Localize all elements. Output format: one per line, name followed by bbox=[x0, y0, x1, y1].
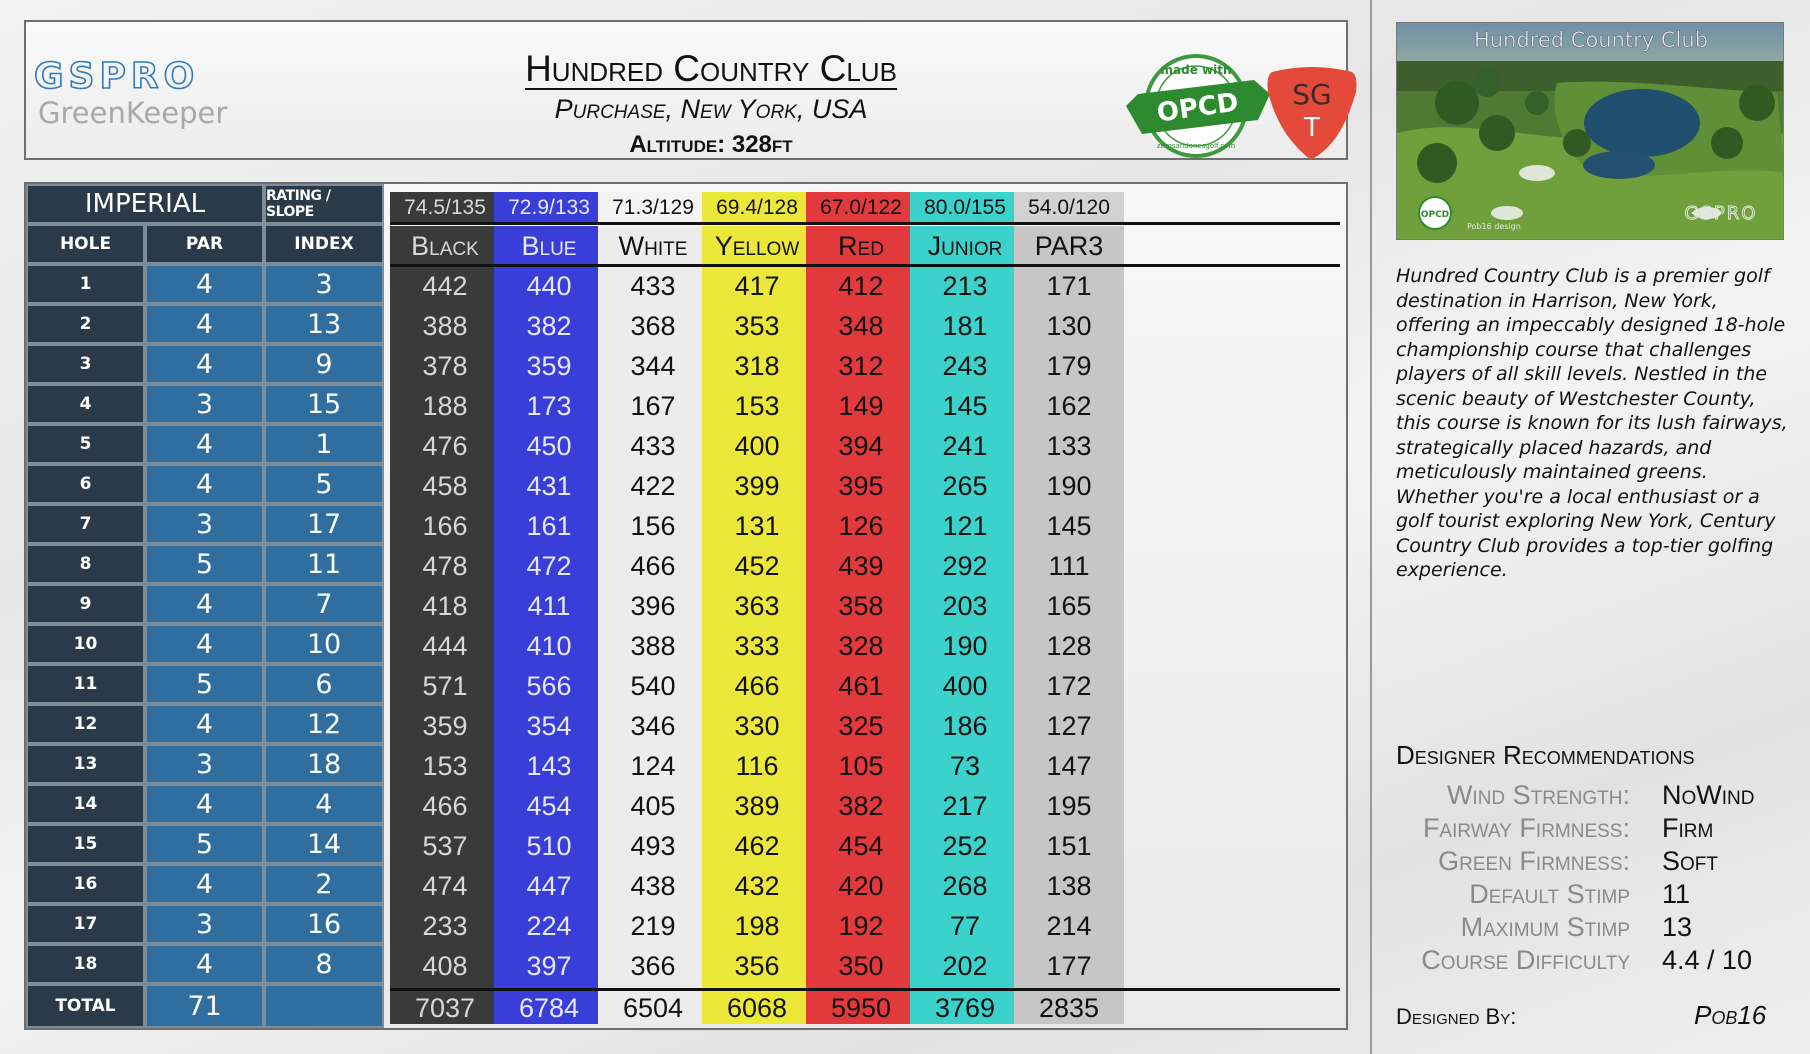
recommendation-row bbox=[1396, 879, 1796, 912]
tee-column-par3 bbox=[1014, 192, 1124, 1024]
hole-yardage: 444 bbox=[422, 630, 468, 661]
hole-yardage: 133 bbox=[1046, 430, 1092, 461]
hole-yardage: 432 bbox=[734, 870, 780, 901]
hole-index: 8 bbox=[264, 944, 384, 984]
hole-yardage: 354 bbox=[526, 710, 572, 741]
hole-index: 11 bbox=[264, 544, 384, 584]
hole-yardage: 388 bbox=[422, 310, 468, 341]
hole-yardage: 359 bbox=[526, 350, 572, 381]
total-top-rule bbox=[390, 988, 1340, 991]
hole-yardage: 147 bbox=[1046, 750, 1092, 781]
hole-number: 6 bbox=[26, 464, 145, 504]
hole-yardage: 382 bbox=[526, 310, 572, 341]
hole-index: 6 bbox=[264, 664, 384, 704]
hole-yardage: 265 bbox=[942, 470, 988, 501]
designed-by-label: Designed By: bbox=[1396, 1004, 1517, 1029]
tee-rating-slope: 74.5/135 bbox=[390, 192, 500, 224]
tee-yardage-strip bbox=[494, 226, 604, 1024]
recommendation-label: Maximum Stimp bbox=[1460, 912, 1630, 942]
sgt-badge-top-text: SG bbox=[1292, 78, 1332, 111]
tee-name: Yellow bbox=[714, 230, 800, 261]
tee-total-yardage: 7037 bbox=[414, 992, 476, 1023]
course-aerial-image bbox=[1397, 23, 1784, 240]
tee-total-yardage: 2835 bbox=[1038, 992, 1100, 1023]
hole-yardage: 458 bbox=[422, 470, 468, 501]
hole-yardage: 447 bbox=[526, 870, 572, 901]
hole-number: 18 bbox=[26, 944, 145, 984]
hole-yardage: 143 bbox=[526, 750, 572, 781]
hole-yardage: 198 bbox=[734, 910, 780, 941]
hole-yardage: 111 bbox=[1048, 550, 1090, 581]
tee-yardage-strip bbox=[598, 226, 708, 1024]
hole-par: 5 bbox=[145, 544, 264, 584]
hole-yardage: 190 bbox=[942, 630, 988, 661]
tee-yardage-strip bbox=[390, 226, 500, 1024]
tee-total-yardage: 6504 bbox=[622, 992, 684, 1023]
hole-yardage: 366 bbox=[630, 950, 676, 981]
opcd-badge-main-text: OPCD bbox=[1155, 87, 1241, 129]
sgt-badge-bottom-text: T bbox=[1304, 113, 1320, 143]
hole-par: 5 bbox=[145, 824, 264, 864]
hole-index: 18 bbox=[264, 744, 384, 784]
hole-yardage: 358 bbox=[838, 590, 884, 621]
recommendation-value: 4.4 / 10 bbox=[1662, 945, 1753, 975]
recommendation-value: NoWind bbox=[1662, 780, 1755, 810]
tee-total-yardage: 6068 bbox=[726, 992, 788, 1023]
hole-yardage: 167 bbox=[630, 390, 676, 421]
hole-index: 5 bbox=[264, 464, 384, 504]
tee-yardage-strip bbox=[910, 226, 1020, 1024]
opcd-badge-top-text: made with bbox=[1160, 63, 1232, 77]
hole-yardage: 353 bbox=[734, 310, 780, 341]
hole-yardage: 177 bbox=[1046, 950, 1092, 981]
hole-yardage: 476 bbox=[422, 430, 468, 461]
hole-yardage: 188 bbox=[422, 390, 468, 421]
hole-index: 2 bbox=[264, 864, 384, 904]
tee-column-blue bbox=[494, 192, 604, 1024]
hole-index: 12 bbox=[264, 704, 384, 744]
hole-par: 4 bbox=[145, 424, 264, 464]
hole-yardage: 382 bbox=[838, 790, 884, 821]
hole-par: 4 bbox=[145, 464, 264, 504]
hole-yardage: 389 bbox=[734, 790, 780, 821]
hole-number: 1 bbox=[26, 264, 145, 304]
hole-yardage: 217 bbox=[942, 790, 988, 821]
hole-yardage: 412 bbox=[838, 270, 884, 301]
hole-yardage: 400 bbox=[942, 670, 988, 701]
hole-yardage: 422 bbox=[630, 470, 676, 501]
total-label: TOTAL bbox=[26, 984, 145, 1028]
hole-yardage: 241 bbox=[942, 430, 988, 461]
designer-recommendations-title: Designer Recommendations bbox=[1396, 740, 1695, 770]
course-heading bbox=[406, 50, 1016, 159]
tee-column-yellow bbox=[702, 192, 812, 1024]
hole-par: 5 bbox=[145, 664, 264, 704]
hole-yardage: 165 bbox=[1046, 590, 1092, 621]
hole-number: 16 bbox=[26, 864, 145, 904]
hole-yardage: 162 bbox=[1046, 390, 1092, 421]
hole-yardage: 268 bbox=[942, 870, 988, 901]
hole-yardage: 312 bbox=[838, 350, 884, 381]
hole-yardage: 252 bbox=[942, 830, 988, 861]
hole-yardage: 408 bbox=[422, 950, 468, 981]
hole-number: 12 bbox=[26, 704, 145, 744]
hole-yardage: 378 bbox=[422, 350, 468, 381]
index-header: INDEX bbox=[264, 224, 384, 264]
hole-yardage: 478 bbox=[422, 550, 468, 581]
hole-yardage: 461 bbox=[838, 670, 884, 701]
hole-number: 4 bbox=[26, 384, 145, 424]
photo-badge-text: OPCD bbox=[1420, 210, 1450, 220]
hole-yardage: 344 bbox=[630, 350, 676, 381]
hole-index: 17 bbox=[264, 504, 384, 544]
rating-slope-label: RATING / SLOPE bbox=[264, 184, 384, 224]
hole-yardage: 433 bbox=[630, 270, 676, 301]
hole-yardage: 192 bbox=[838, 910, 884, 941]
hole-yardage: 399 bbox=[734, 470, 780, 501]
hole-number: 11 bbox=[26, 664, 145, 704]
hole-number: 7 bbox=[26, 504, 145, 544]
total-par: 71 bbox=[145, 984, 264, 1028]
hole-yardage: 124 bbox=[630, 750, 676, 781]
hole-yardage: 186 bbox=[942, 710, 988, 741]
hole-yardage: 452 bbox=[734, 550, 780, 581]
hole-yardage: 396 bbox=[630, 590, 676, 621]
hole-yardage: 359 bbox=[422, 710, 468, 741]
hole-par: 4 bbox=[145, 304, 264, 344]
tee-total-yardage: 6784 bbox=[518, 992, 580, 1023]
recommendation-value: 11 bbox=[1662, 879, 1691, 909]
tee-column-red bbox=[806, 192, 916, 1024]
par-header: PAR bbox=[145, 224, 264, 264]
hole-par: 3 bbox=[145, 504, 264, 544]
hole-par: 3 bbox=[145, 384, 264, 424]
hole-yardage: 318 bbox=[734, 350, 780, 381]
hole-par: 4 bbox=[145, 704, 264, 744]
hole-yardage: 442 bbox=[422, 270, 468, 301]
hole-yardage: 138 bbox=[1046, 870, 1092, 901]
hole-yardage: 153 bbox=[422, 750, 468, 781]
hole-yardage: 466 bbox=[734, 670, 780, 701]
hole-yardage: 330 bbox=[734, 710, 780, 741]
hole-yardage: 219 bbox=[630, 910, 676, 941]
total-index bbox=[264, 984, 384, 1028]
course-altitude: Altitude: 328ft bbox=[629, 131, 793, 158]
gspro-logo-text: GSPRO bbox=[34, 56, 200, 97]
hole-yardage: 397 bbox=[526, 950, 572, 981]
hole-yardage: 181 bbox=[942, 310, 988, 341]
recommendation-label: Default Stimp bbox=[1469, 879, 1630, 909]
hole-yardage: 418 bbox=[422, 590, 468, 621]
hole-yardage: 466 bbox=[630, 550, 676, 581]
hole-yardage: 439 bbox=[838, 550, 884, 581]
hole-yardage: 214 bbox=[1046, 910, 1092, 941]
recommendation-label: Green Firmness: bbox=[1438, 846, 1630, 876]
hole-yardage: 472 bbox=[526, 550, 572, 581]
hole-yardage: 540 bbox=[630, 670, 676, 701]
hole-yardage: 213 bbox=[942, 270, 988, 301]
hole-index: 14 bbox=[264, 824, 384, 864]
hole-par: 3 bbox=[145, 744, 264, 784]
hole-yardage: 121 bbox=[942, 510, 988, 541]
header-top-rule bbox=[390, 222, 1340, 225]
hole-number: 10 bbox=[26, 624, 145, 664]
hole-par: 4 bbox=[145, 864, 264, 904]
hole-yardage: 190 bbox=[1046, 470, 1092, 501]
hole-yardage: 126 bbox=[838, 510, 884, 541]
tee-name: White bbox=[618, 230, 688, 261]
hole-yardage: 292 bbox=[942, 550, 988, 581]
hole-index: 4 bbox=[264, 784, 384, 824]
hole-number: 2 bbox=[26, 304, 145, 344]
hole-yardage: 156 bbox=[630, 510, 676, 541]
hole-number: 14 bbox=[26, 784, 145, 824]
hole-yardage: 493 bbox=[630, 830, 676, 861]
hole-yardage: 195 bbox=[1046, 790, 1092, 821]
hole-yardage: 462 bbox=[734, 830, 780, 861]
hole-yardage: 153 bbox=[734, 390, 780, 421]
hole-yardage: 368 bbox=[630, 310, 676, 341]
hole-yardage: 203 bbox=[942, 590, 988, 621]
hole-index: 9 bbox=[264, 344, 384, 384]
hole-yardage: 450 bbox=[526, 430, 572, 461]
tee-yardage-strip bbox=[806, 226, 916, 1024]
recommendation-value: Firm bbox=[1662, 813, 1714, 843]
hole-yardage: 400 bbox=[734, 430, 780, 461]
hole-yardage: 411 bbox=[527, 590, 571, 621]
hole-par: 4 bbox=[145, 784, 264, 824]
recommendation-label: Wind Strength: bbox=[1446, 780, 1630, 810]
header-banner bbox=[24, 20, 1348, 160]
hole-yardage: 466 bbox=[422, 790, 468, 821]
hole-yardage: 73 bbox=[949, 750, 981, 781]
hole-par: 4 bbox=[145, 944, 264, 984]
course-description: Hundred Country Club is a premier golf destination in Harrison, New York, offering an impeccably designed 18-hole championship course that challenges players of all skill levels. Nestled in the scenic beauty of Westchester County, this course is known for its lush fairways, strategically placed hazards, and meticulously maintained greens. Whether you're a local enthusiast or a golf tourist exploring New York, Century Country Club provides a top-tier golfing experience. bbox=[1396, 265, 1788, 581]
hole-yardage: 394 bbox=[838, 430, 884, 461]
hole-yardage: 328 bbox=[838, 630, 884, 661]
hole-yardage: 128 bbox=[1046, 630, 1092, 661]
hole-number: 8 bbox=[26, 544, 145, 584]
scorecard-table bbox=[24, 182, 1348, 1030]
hole-index: 3 bbox=[264, 264, 384, 304]
tee-name: Black bbox=[411, 230, 479, 261]
hole-yardage: 356 bbox=[734, 950, 780, 981]
tee-yardage-strip bbox=[1014, 226, 1124, 1024]
tee-name: Blue bbox=[521, 230, 577, 261]
recommendation-label: Course Difficulty bbox=[1421, 945, 1630, 975]
hole-yardage: 145 bbox=[942, 390, 988, 421]
hole-yardage: 348 bbox=[838, 310, 884, 341]
hole-yardage: 454 bbox=[838, 830, 884, 861]
tee-name: Junior bbox=[927, 230, 1003, 261]
hole-yardage: 105 bbox=[838, 750, 884, 781]
hole-yardage: 363 bbox=[734, 590, 780, 621]
hole-number: 17 bbox=[26, 904, 145, 944]
hole-yardage: 243 bbox=[942, 350, 988, 381]
hole-yardage: 395 bbox=[838, 470, 884, 501]
tee-column-black bbox=[390, 192, 500, 1024]
opcd-badge-icon bbox=[1124, 50, 1274, 160]
hole-index: 7 bbox=[264, 584, 384, 624]
sgt-badge-icon bbox=[1262, 62, 1362, 162]
greenkeeper-logo-text: GreenKeeper bbox=[38, 96, 228, 130]
course-photo bbox=[1396, 22, 1784, 240]
opcd-badge-bottom-text: zerosandonesgolf.com bbox=[1156, 142, 1236, 150]
hole-yardage: 149 bbox=[838, 390, 884, 421]
recommendation-row bbox=[1396, 780, 1796, 813]
hole-yardage: 151 bbox=[1046, 830, 1092, 861]
header-bottom-rule bbox=[390, 264, 1340, 267]
hole-yardage: 410 bbox=[526, 630, 572, 661]
hole-yardage: 116 bbox=[735, 750, 779, 781]
hole-yardage: 77 bbox=[949, 910, 981, 941]
hole-index: 10 bbox=[264, 624, 384, 664]
hole-yardage: 161 bbox=[526, 510, 572, 541]
hole-yardage: 510 bbox=[526, 830, 572, 861]
tee-total-yardage: 5950 bbox=[830, 992, 892, 1023]
hole-number: 3 bbox=[26, 344, 145, 384]
recommendation-label: Fairway Firmness: bbox=[1422, 813, 1630, 843]
hole-yardage: 202 bbox=[942, 950, 988, 981]
recommendation-row bbox=[1396, 912, 1796, 945]
hole-yardage: 131 bbox=[734, 510, 780, 541]
tee-rating-slope: 67.0/122 bbox=[806, 192, 916, 224]
photo-title: Hundred Country Club bbox=[1473, 28, 1709, 52]
hole-yardage: 325 bbox=[838, 710, 884, 741]
tee-rating-slope: 54.0/120 bbox=[1014, 192, 1124, 224]
hole-index: 16 bbox=[264, 904, 384, 944]
hole-yardage: 179 bbox=[1046, 350, 1092, 381]
hole-yardage: 474 bbox=[422, 870, 468, 901]
hole-par: 4 bbox=[145, 624, 264, 664]
photo-gspro-logo: GSPRO bbox=[1684, 203, 1758, 224]
hole-header: HOLE bbox=[26, 224, 145, 264]
hole-yardage: 350 bbox=[838, 950, 884, 981]
hole-par: 4 bbox=[145, 344, 264, 384]
course-title: Hundred Country Club bbox=[525, 48, 897, 89]
hole-index: 13 bbox=[264, 304, 384, 344]
hole-yardage: 172 bbox=[1046, 670, 1092, 701]
hole-index: 1 bbox=[264, 424, 384, 464]
tee-name: Red bbox=[838, 230, 884, 261]
hole-yardage: 333 bbox=[734, 630, 780, 661]
hole-yardage: 417 bbox=[734, 270, 780, 301]
recommendation-row bbox=[1396, 846, 1796, 879]
units-label: IMPERIAL bbox=[26, 184, 264, 224]
hole-yardage: 438 bbox=[630, 870, 676, 901]
hole-par: 4 bbox=[145, 584, 264, 624]
tee-yardage-strip bbox=[702, 226, 812, 1024]
hole-yardage: 224 bbox=[526, 910, 572, 941]
hole-yardage: 130 bbox=[1046, 310, 1092, 341]
hole-yardage: 346 bbox=[630, 710, 676, 741]
hole-par: 3 bbox=[145, 904, 264, 944]
hole-yardage: 420 bbox=[838, 870, 884, 901]
recommendation-row bbox=[1396, 945, 1796, 978]
hole-yardage: 171 bbox=[1046, 270, 1092, 301]
hole-yardage: 388 bbox=[630, 630, 676, 661]
panel-divider bbox=[1370, 0, 1372, 1054]
hole-number: 15 bbox=[26, 824, 145, 864]
tee-rating-slope: 80.0/155 bbox=[910, 192, 1020, 224]
hole-number: 5 bbox=[26, 424, 145, 464]
course-location: Purchase, New York, USA bbox=[554, 94, 868, 124]
tee-rating-slope: 69.4/128 bbox=[702, 192, 812, 224]
tee-total-yardage: 3769 bbox=[934, 992, 996, 1023]
tee-name: PAR3 bbox=[1034, 230, 1104, 261]
hole-yardage: 173 bbox=[526, 390, 572, 421]
hole-par: 4 bbox=[145, 264, 264, 304]
hole-yardage: 433 bbox=[630, 430, 676, 461]
recommendation-value: Soft bbox=[1662, 846, 1718, 876]
gspro-greenkeeper-logo bbox=[34, 58, 274, 130]
hole-yardage: 566 bbox=[526, 670, 572, 701]
tee-column-white bbox=[598, 192, 708, 1024]
hole-yardage: 233 bbox=[422, 910, 468, 941]
tee-rating-slope: 71.3/129 bbox=[598, 192, 708, 224]
designed-by-value: Pob16 bbox=[1694, 1000, 1767, 1030]
hole-yardage: 405 bbox=[630, 790, 676, 821]
hole-yardage: 537 bbox=[422, 830, 468, 861]
recommendation-value: 13 bbox=[1662, 912, 1693, 942]
tee-rating-slope: 72.9/133 bbox=[494, 192, 604, 224]
hole-yardage: 431 bbox=[526, 470, 572, 501]
tee-column-junior bbox=[910, 192, 1020, 1024]
hole-yardage: 440 bbox=[526, 270, 572, 301]
hole-index: 15 bbox=[264, 384, 384, 424]
hole-yardage: 454 bbox=[526, 790, 572, 821]
hole-yardage: 145 bbox=[1046, 510, 1092, 541]
hole-yardage: 166 bbox=[422, 510, 468, 541]
photo-credit: Pob16 design bbox=[1467, 222, 1521, 231]
hole-number: 13 bbox=[26, 744, 145, 784]
hole-yardage: 571 bbox=[422, 670, 468, 701]
hole-yardage: 127 bbox=[1046, 710, 1092, 741]
hole-number: 9 bbox=[26, 584, 145, 624]
recommendation-row bbox=[1396, 813, 1796, 846]
